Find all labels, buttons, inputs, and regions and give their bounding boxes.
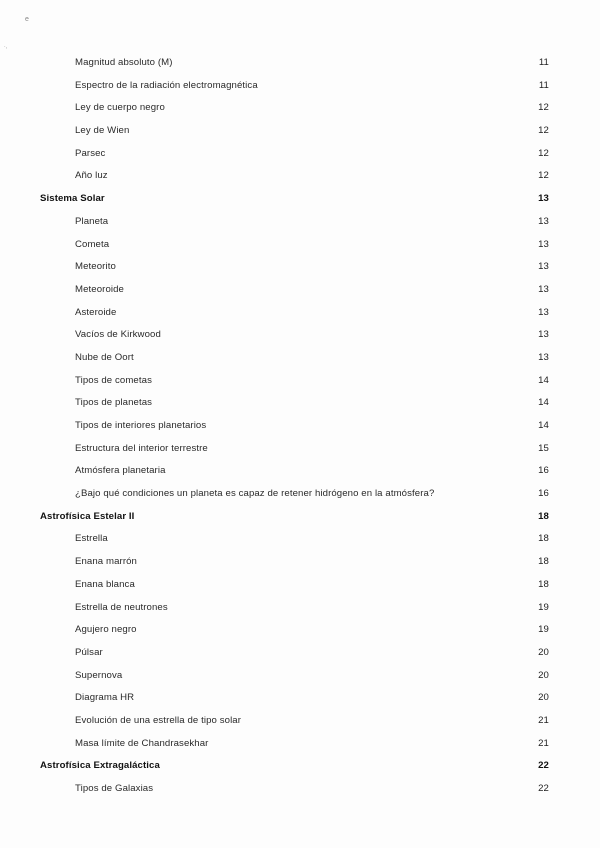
toc-entry-title: Tipos de cometas bbox=[75, 374, 152, 386]
toc-entry-page-number: 18 bbox=[538, 556, 549, 568]
toc-entry-title: Parsec bbox=[75, 147, 106, 159]
toc-entry-title: Enana blanca bbox=[75, 578, 135, 590]
toc-entry-title: Atmósfera planetaria bbox=[75, 465, 166, 477]
toc-entry-title: Astrofísica Extragaláctica bbox=[40, 760, 160, 772]
toc-entry-page-number: 13 bbox=[538, 193, 549, 205]
toc-entry-title: Diagrama HR bbox=[75, 692, 135, 704]
toc-entry-title: Meteorito bbox=[75, 261, 116, 273]
toc-entry-page-number: 20 bbox=[538, 646, 549, 658]
toc-entry-page-number: 18 bbox=[538, 578, 549, 590]
toc-entry bbox=[0, 642, 600, 665]
toc-entry bbox=[0, 687, 600, 710]
toc-entry-title: Sistema Solar bbox=[40, 193, 105, 205]
toc-entry bbox=[0, 120, 600, 143]
toc-entry-page-number: 19 bbox=[538, 624, 549, 636]
toc-entry-page-number: 11 bbox=[538, 57, 549, 68]
toc-section-entry bbox=[0, 506, 600, 529]
toc-entry-title: Evolución de una estrella de tipo solar bbox=[75, 714, 242, 726]
toc-entry-title: Estrella de neutrones bbox=[75, 601, 168, 613]
toc-entry bbox=[0, 97, 600, 120]
toc-entry-title: Supernova bbox=[75, 669, 123, 681]
toc-section-entry bbox=[0, 188, 600, 211]
toc-entry-page-number: 13 bbox=[538, 283, 549, 295]
toc-entry-page-number: 13 bbox=[538, 215, 549, 227]
toc-entry-page-number: 20 bbox=[538, 692, 549, 704]
toc-entry bbox=[0, 438, 600, 461]
toc-entry-title: Magnitud absoluto (M) bbox=[75, 57, 173, 68]
toc-entry-page-number: 14 bbox=[538, 374, 549, 386]
toc-entry bbox=[0, 597, 600, 620]
table-of-contents bbox=[0, 52, 600, 801]
toc-entry-page-number: 12 bbox=[538, 147, 549, 159]
toc-entry-title: Enana marrón bbox=[75, 556, 137, 568]
toc-entry bbox=[0, 483, 600, 506]
toc-entry bbox=[0, 279, 600, 302]
toc-entry-title: Astrofísica Estelar II bbox=[40, 510, 135, 522]
toc-entry-title: Tipos de Galaxias bbox=[75, 783, 154, 794]
toc-entry bbox=[0, 574, 600, 597]
toc-entry-page-number: 18 bbox=[538, 533, 549, 545]
toc-entry-title: Tipos de planetas bbox=[75, 397, 153, 409]
toc-entry-title: Masa límite de Chandrasekhar bbox=[75, 737, 209, 749]
toc-entry-page-number: 21 bbox=[538, 737, 549, 749]
toc-entry-page-number: 12 bbox=[538, 170, 549, 182]
toc-section-entry bbox=[0, 755, 600, 778]
toc-entry-page-number: 16 bbox=[538, 488, 549, 500]
scan-mark: ·, bbox=[4, 44, 8, 50]
toc-entry bbox=[0, 211, 600, 234]
toc-entry-page-number: 15 bbox=[538, 442, 549, 454]
toc-entry-title: Meteoroide bbox=[75, 283, 124, 295]
toc-entry-title: Nube de Oort bbox=[75, 351, 134, 363]
toc-entry-page-number: 14 bbox=[538, 420, 549, 431]
toc-entry-page-number: 19 bbox=[538, 601, 549, 613]
toc-entry-title: Tipos de interiores planetarios bbox=[75, 420, 207, 431]
toc-entry bbox=[0, 619, 600, 642]
toc-entry-title: Planeta bbox=[75, 215, 109, 227]
toc-entry bbox=[0, 778, 600, 801]
toc-entry bbox=[0, 733, 600, 756]
toc-entry-page-number: 22 bbox=[538, 783, 549, 794]
toc-entry-page-number: 12 bbox=[538, 102, 549, 114]
toc-entry bbox=[0, 52, 600, 75]
toc-entry bbox=[0, 347, 600, 370]
toc-entry bbox=[0, 528, 600, 551]
toc-entry bbox=[0, 710, 600, 733]
toc-entry bbox=[0, 370, 600, 393]
toc-entry-page-number: 14 bbox=[538, 397, 549, 409]
toc-entry bbox=[0, 324, 600, 347]
toc-entry bbox=[0, 302, 600, 325]
toc-entry bbox=[0, 460, 600, 483]
toc-entry-page-number: 21 bbox=[538, 714, 549, 726]
toc-entry-page-number: 20 bbox=[538, 669, 549, 681]
toc-entry bbox=[0, 256, 600, 279]
toc-entry bbox=[0, 392, 600, 415]
toc-entry bbox=[0, 165, 600, 188]
toc-entry-title: Cometa bbox=[75, 238, 110, 250]
toc-entry bbox=[0, 415, 600, 438]
toc-entry-title: Estructura del interior terrestre bbox=[75, 442, 208, 454]
toc-entry-page-number: 13 bbox=[538, 238, 549, 250]
toc-entry-title: Ley de Wien bbox=[75, 125, 130, 137]
toc-entry-page-number: 12 bbox=[538, 125, 549, 137]
toc-entry-title: Vacíos de Kirkwood bbox=[75, 329, 161, 341]
toc-entry bbox=[0, 143, 600, 166]
toc-entry-title: Agujero negro bbox=[75, 624, 137, 636]
toc-entry-title: ¿Bajo qué condiciones un planeta es capaz de retener hidrógeno en la atmósfera? bbox=[75, 488, 435, 500]
toc-entry-page-number: 16 bbox=[538, 465, 549, 477]
toc-entry bbox=[0, 551, 600, 574]
toc-entry-title: Estrella bbox=[75, 533, 108, 545]
toc-entry-page-number: 11 bbox=[538, 79, 549, 91]
toc-entry-page-number: 18 bbox=[538, 510, 549, 522]
toc-entry-title: Espectro de la radiación electromagnética bbox=[75, 79, 258, 91]
toc-entry-title: Ley de cuerpo negro bbox=[75, 102, 165, 114]
toc-entry-title: Año luz bbox=[75, 170, 108, 182]
toc-entry-page-number: 13 bbox=[538, 261, 549, 273]
scan-mark: e bbox=[25, 16, 29, 23]
toc-entry bbox=[0, 75, 600, 98]
toc-entry-title: Púlsar bbox=[75, 646, 103, 658]
toc-entry-title: Asteroide bbox=[75, 306, 117, 318]
toc-entry-page-number: 13 bbox=[538, 329, 549, 341]
toc-entry bbox=[0, 665, 600, 688]
toc-entry-page-number: 13 bbox=[538, 351, 549, 363]
toc-entry-page-number: 13 bbox=[538, 306, 549, 318]
toc-entry bbox=[0, 234, 600, 257]
toc-entry-page-number: 22 bbox=[538, 760, 549, 772]
